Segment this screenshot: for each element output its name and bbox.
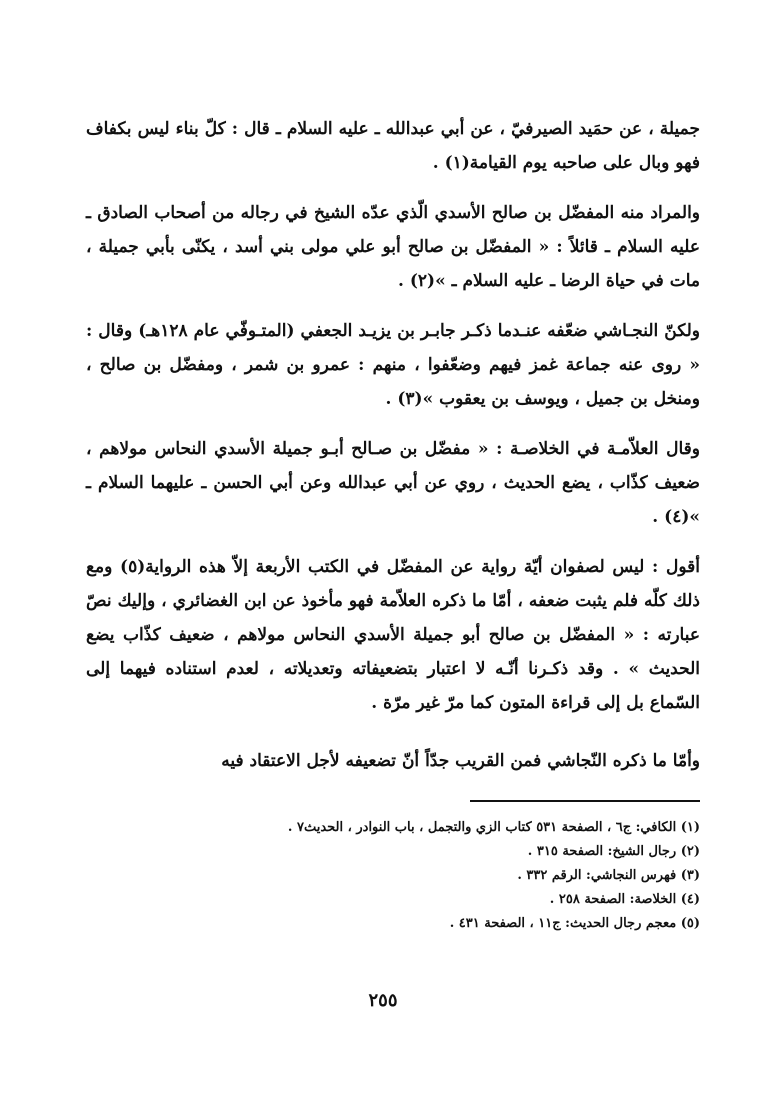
paragraph-1: جميلة ، عن حمَيد الصيرفيّ ، عن أبي عبدالله ـ عليه السلام ـ قال : كلّ بناء ليس بكفاف فهو وبال على صاحبه يوم القيامة(١) . — [86, 119, 700, 173]
footnote-5: (٥) معجم رجال الحديث: ج١١ ، الصفحة ٤٣١ . — [449, 916, 700, 931]
paragraph-3: ولكنّ النجـاشي ضعّفه عنـدما ذكـر جابـر بن يزيـد الجعفي (المتـوفّي عام ١٢٨هـ) وقال : « روى عنه جماعة غمز فيهم وضعّفوا ، منهم : عمرو بن شمر ، ومفضّل بن صالح ، ومنخل بن جميل ، ويوسف بن يعقوب »(٣) . — [86, 321, 700, 409]
footnote-divider — [470, 800, 700, 802]
footnotes — [86, 816, 700, 936]
footnote-1: (١) الكافي: ج٦ ، الصفحة ٥٣١ كتاب الزي والتجمل ، باب النوادر ، الحديث٧ . — [287, 820, 700, 835]
footnote-2: (٢) رجال الشيخ: الصفحة ٣١٥ . — [527, 844, 700, 859]
page-number: ٢٥٥ — [368, 990, 398, 1011]
footnote-4: (٤) الخلاصة: الصفحة ٢٥٨ . — [549, 892, 700, 907]
paragraph-5: أقول : ليس لصفوان أيّة رواية عن المفضّل في الكتب الأربعة إلاّ هذه الرواية(٥) ومع ذلك كلّه فلم يثبت ضعفه ، أمّا ما ذكره العلاّمة فهو مأخوذ عن ابن الغضائري ، وإليك نصّ عبارته : « المفضّل بن صالح أبو جميلة الأسدي النحاس مولاهم ، ضعيف كذّاب يضع الحديث » . وقد ذكـرنا أنّـه لا اعتبار بتضعيفاته وتعديلاته ، لعدم استناده فيهما إلى السّماع بل إلى قراءة المتون كما مرّ غير مرّة . — [86, 557, 701, 713]
paragraph-6: وأمّا ما ذكره النّجاشي فمن القريب جدّاً أنّ تضعيفه لأجل الاعتقاد فيه — [221, 751, 700, 771]
page-body — [86, 112, 700, 936]
paragraph-2: والمراد منه المفضّل بن صالح الأسدي الّذي عدّه الشيخ في رجاله من أصحاب الصادق ـ عليه السلام ـ قائلاً : « المفضّل بن صالح أبو علي مولى بني أسد ، يكنّى بأبي جميلة ، مات في حياة الرضا ـ عليه السلام ـ »(٢) . — [86, 203, 700, 291]
paragraph-4: وقال العلاّمـة في الخلاصـة : « مفضّل بن صـالح أبـو جميلة الأسدي النحاس مولاهم ، ضعيف كذّاب ، يضع الحديث ، روي عن أبي عبدالله وعن أبي الحسن ـ عليهما السلام ـ »(٤) . — [86, 439, 700, 527]
footnote-3: (٣) فهرس النجاشي: الرقم ٣٣٢ . — [517, 868, 700, 883]
